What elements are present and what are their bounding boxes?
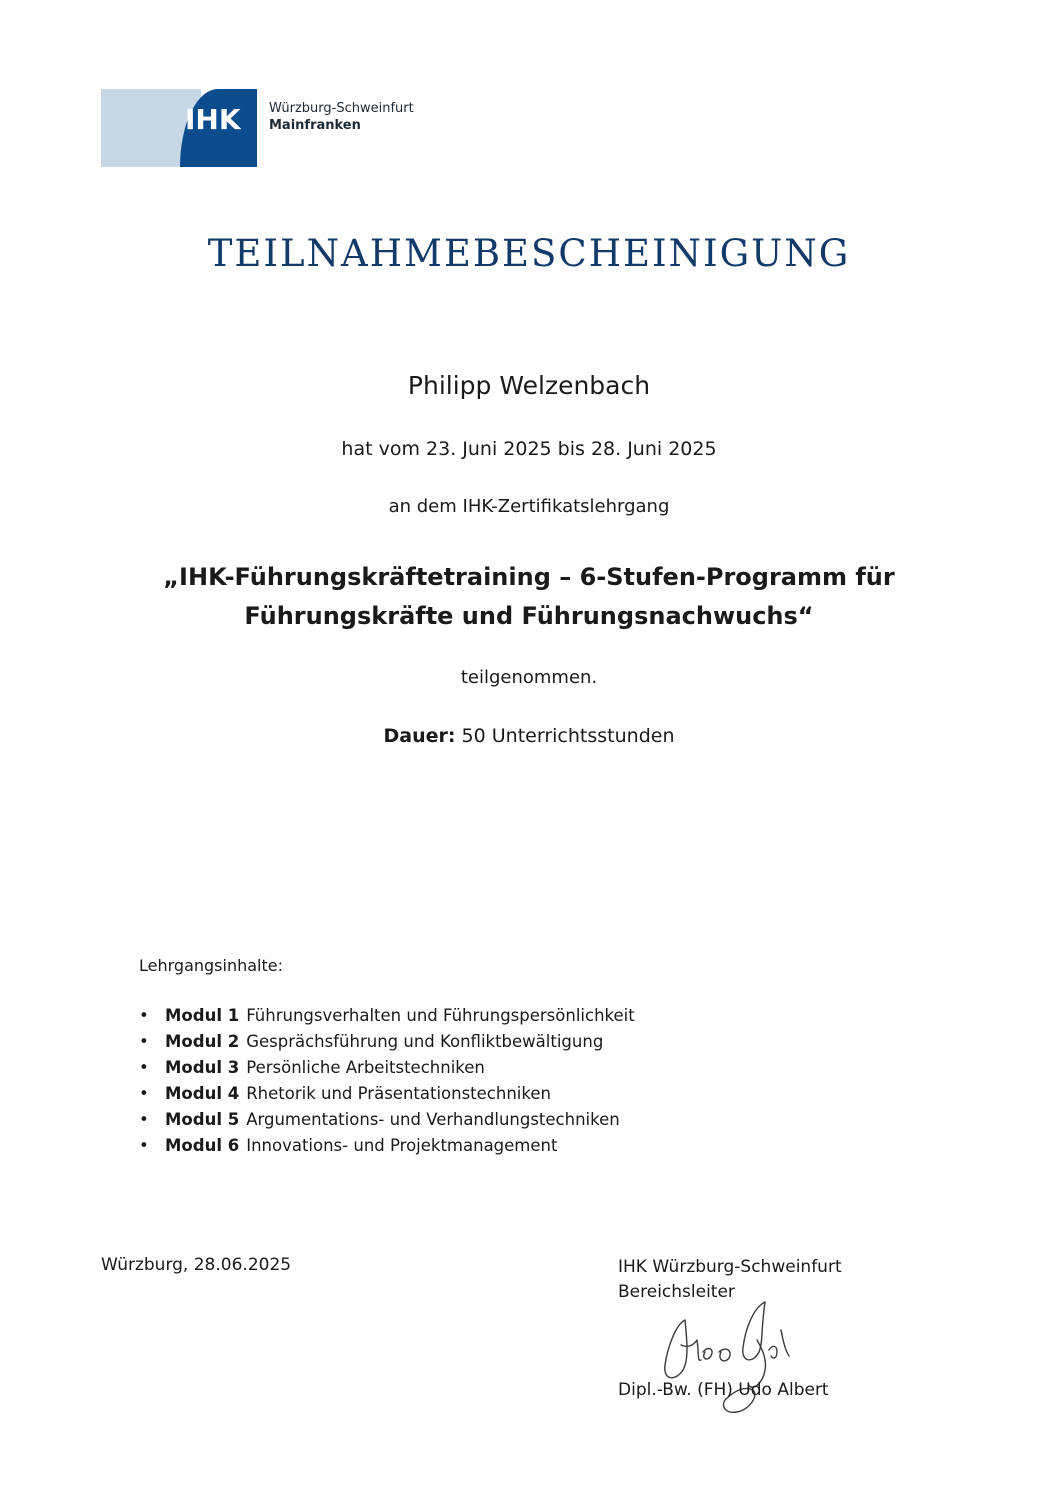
list-item (139, 1055, 635, 1081)
duration (0, 725, 1058, 747)
course-period: hat vom 23. Juni 2025 bis 28. Juni 2025 (341, 438, 717, 460)
issuer-org: IHK Würzburg-Schweinfurt (618, 1257, 842, 1277)
course-title-line-2: Führungskräfte und Führungsnachwuchs“ (244, 602, 814, 630)
module-number: Modul 2 (165, 1032, 240, 1051)
module-number: Modul 1 (165, 1006, 240, 1025)
ihk-logo (101, 89, 421, 167)
contents-title: Lehrgangsinhalte: (139, 956, 283, 975)
place-date: Würzburg, 28.06.2025 (101, 1255, 292, 1275)
signer-name: Dipl.-Bw. (FH) Udo Albert (618, 1380, 829, 1400)
participated-text: teilgenommen. (460, 667, 598, 688)
participant-name: Philipp Welzenbach (407, 371, 651, 400)
module-text: Rhetorik und Präsentationstechniken (246, 1084, 551, 1103)
module-number: Modul 4 (165, 1084, 240, 1103)
list-item (139, 1107, 635, 1133)
module-number: Modul 6 (165, 1136, 240, 1155)
logo-text (269, 100, 414, 134)
module-list (139, 1003, 635, 1159)
logo-line-1: Würzburg-Schweinfurt (269, 101, 414, 116)
certificate-title: TEILNAHMEBESCHEINIGUNG (207, 232, 851, 275)
duration-label: Dauer: (383, 725, 456, 747)
module-text: Argumentations- und Verhandlungstechniken (246, 1110, 620, 1129)
logo-line-2: Mainfranken (269, 118, 361, 133)
list-item (139, 1029, 635, 1055)
list-item (139, 1003, 635, 1029)
logo-mark: IHK (185, 103, 241, 136)
list-item (139, 1081, 635, 1107)
module-text: Führungsverhalten und Führungspersönlichkeit (246, 1006, 635, 1025)
module-text: Persönliche Arbeitstechniken (246, 1058, 485, 1077)
module-text: Innovations- und Projektmanagement (246, 1136, 558, 1155)
module-text: Gesprächsführung und Konfliktbewältigung (246, 1032, 604, 1051)
module-number: Modul 5 (165, 1110, 240, 1129)
course-intro: an dem IHK-Zertifikatslehrgang (388, 496, 670, 517)
handwritten-signature (645, 1290, 805, 1420)
list-item (139, 1133, 635, 1159)
duration-value: 50 Unterrichtsstunden (461, 725, 675, 747)
issuer-role: Bereichsleiter (618, 1282, 735, 1302)
course-title-line-1: „IHK-Führungskräftetraining – 6-Stufen-Programm für (163, 563, 895, 591)
module-number: Modul 3 (165, 1058, 240, 1077)
course-title (0, 558, 1058, 636)
